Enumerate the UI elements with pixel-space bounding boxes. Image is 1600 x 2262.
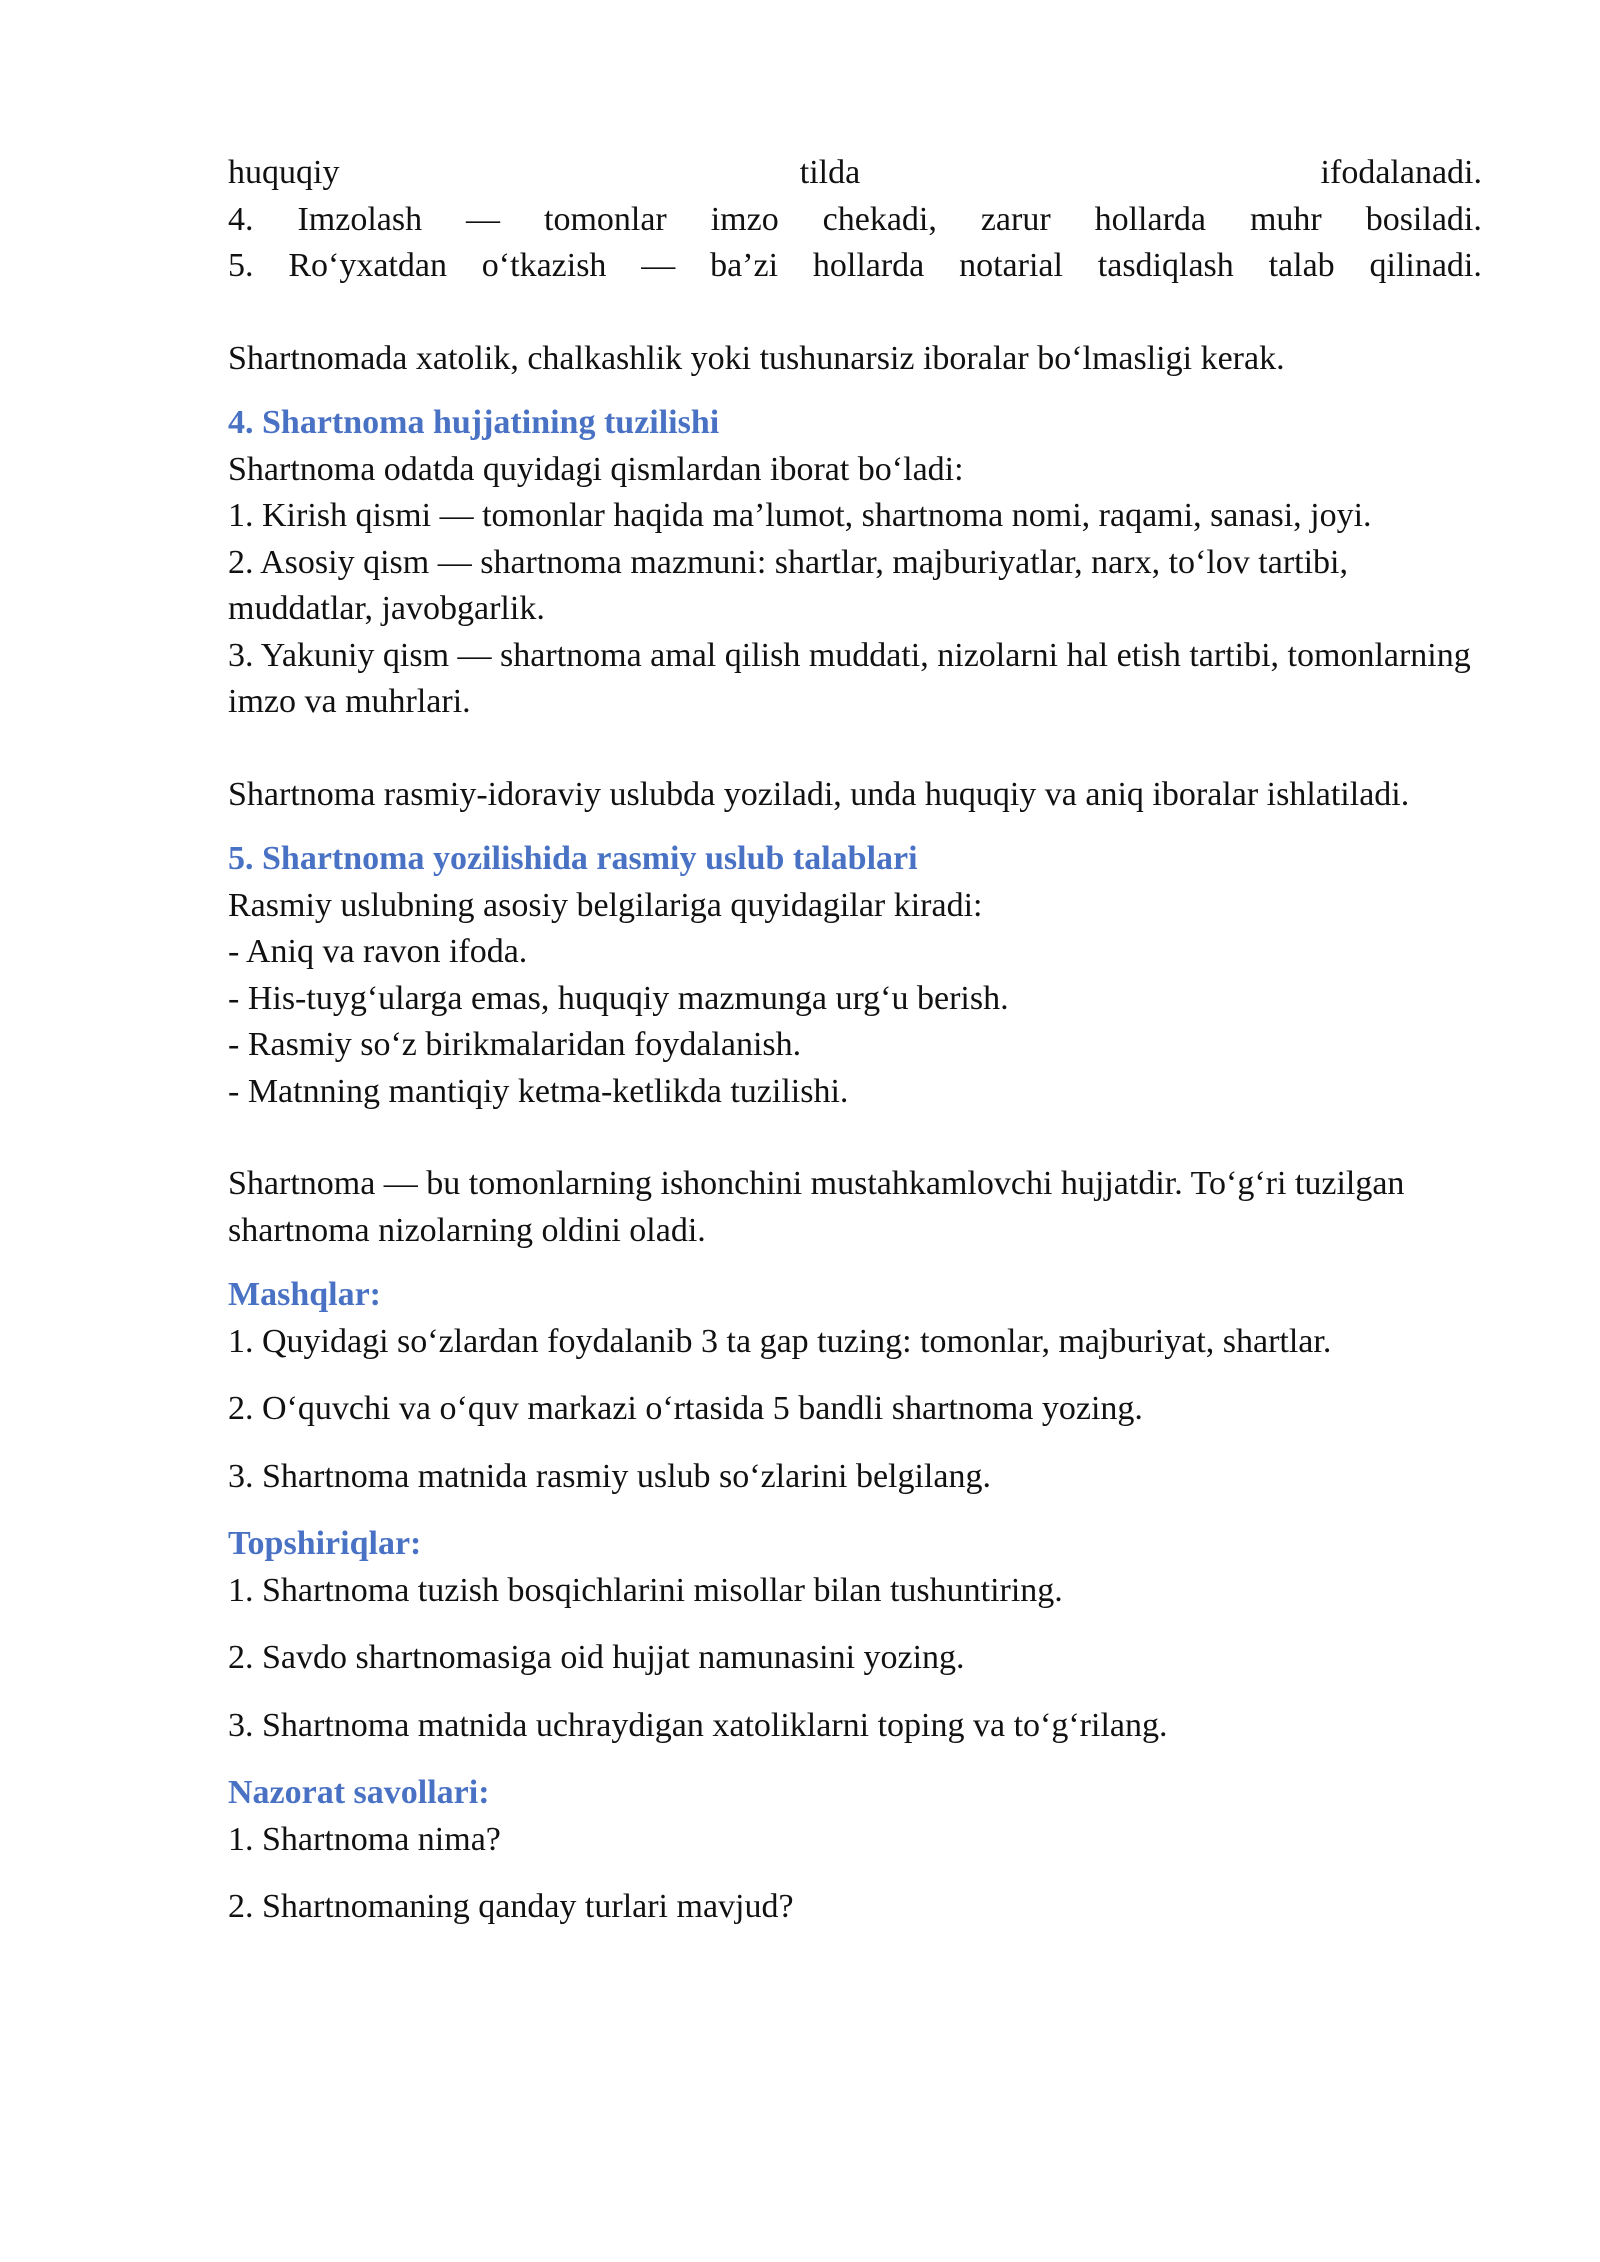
- section-5-item: - Aniq va ravon ifoda.: [228, 933, 528, 970]
- word: zarur: [980, 200, 1051, 238]
- justified-line-2: [228, 197, 1482, 244]
- section-4-heading: 4. Shartnoma hujjatining tuzilishi: [228, 404, 720, 441]
- word: bosiladi.: [1365, 200, 1482, 238]
- tasks-heading: Topshiriqlar:: [228, 1525, 422, 1562]
- task-item: 3. Shartnoma matnida uchraydigan xatoliklarni toping va to‘g‘rilang.: [228, 1706, 1168, 1744]
- word: hollarda: [812, 247, 925, 284]
- section-5-note: Shartnoma — bu tomonlarning ishonchini mustahkamlovchi hujjatdir. To‘g‘ri tuzilgan shartnoma nizolarning oldini oladi.: [228, 1165, 1405, 1249]
- exercise-item: 3. Shartnoma matnida rasmiy uslub so‘zlarini belgilang.: [228, 1457, 991, 1495]
- word: Ro‘yxatdan: [288, 247, 447, 284]
- section-5-heading: 5. Shartnoma yozilishida rasmiy uslub talablari: [228, 840, 918, 877]
- section-4-intro: Shartnoma odatda quyidagi qismlardan iborat bo‘ladi:: [228, 450, 964, 488]
- word: muhr: [1249, 200, 1322, 238]
- paragraph-errors-note: Shartnomada xatolik, chalkashlik yoki tushunarsiz iboralar bo‘lmasligi kerak.: [228, 339, 1285, 377]
- page-content: [228, 150, 1482, 1952]
- section-4-item: 3. Yakuniy qism — shartnoma amal qilish muddati, nizolarni hal etish tartibi, tomonlarning imzo va muhrlari.: [228, 636, 1471, 720]
- control-question-item: 2. Shartnomaning qanday turlari mavjud?: [228, 1888, 794, 1925]
- word: 5.: [228, 247, 254, 284]
- section-4-note: Shartnoma rasmiy-idoraviy uslubda yoziladi, unda huquqiy va aniq iboralar ishlatiladi.: [228, 775, 1410, 813]
- task-item: 1. Shartnoma tuzish bosqichlarini misollar bilan tushuntiring.: [228, 1571, 1063, 1609]
- word: o‘tkazish: [481, 247, 607, 284]
- word: imzo: [710, 200, 779, 238]
- word: notarial: [959, 247, 1063, 284]
- blank-line: [228, 726, 1482, 772]
- justified-line-1: [228, 150, 1482, 197]
- word: ba’zi: [710, 247, 779, 284]
- word: —: [641, 247, 676, 284]
- word: ifodalanadi.: [1320, 154, 1482, 191]
- word: Imzolash: [297, 200, 423, 238]
- word: tilda: [799, 154, 861, 191]
- control-question-item: 1. Shartnoma nima?: [228, 1820, 501, 1858]
- word: huquqiy: [228, 154, 340, 191]
- exercise-item: 2. O‘quvchi va o‘quv markazi o‘rtasida 5 bandli shartnoma yozing.: [228, 1390, 1143, 1427]
- section-5-item: - His-tuyg‘ularga emas, huquqiy mazmunga urg‘u berish.: [228, 979, 1009, 1017]
- section-5-item: - Matnning mantiqiy ketma-ketlikda tuzilishi.: [228, 1072, 849, 1110]
- word: chekadi,: [822, 200, 937, 238]
- section-5-item: - Rasmiy so‘z birikmalaridan foydalanish.: [228, 1026, 802, 1063]
- word: tasdiqlash: [1097, 247, 1234, 284]
- word: hollarda: [1094, 200, 1207, 238]
- word: tomonlar: [544, 200, 667, 238]
- exercises-heading: Mashqlar:: [228, 1276, 381, 1313]
- section-5-intro: Rasmiy uslubning asosiy belgilariga quyidagilar kiradi:: [228, 886, 983, 924]
- word: qilinadi.: [1369, 247, 1482, 284]
- section-4-item: 2. Asosiy qism — shartnoma mazmuni: shartlar, majburiyatlar, narx, to‘lov tartibi, muddatlar, javobgarlik.: [228, 543, 1349, 627]
- exercise-item: 1. Quyidagi so‘zlardan foydalanib 3 ta gap tuzing: tomonlar, majburiyat, shartlar.: [228, 1322, 1332, 1360]
- blank-line: [228, 1115, 1482, 1161]
- word: 4.: [228, 200, 254, 238]
- blank-line: [228, 290, 1482, 336]
- word: —: [466, 200, 501, 238]
- control-questions-heading: Nazorat savollari:: [228, 1774, 490, 1811]
- word: talab: [1268, 247, 1335, 284]
- justified-line-3: [228, 243, 1482, 290]
- task-item: 2. Savdo shartnomasiga oid hujjat namunasini yozing.: [228, 1639, 965, 1676]
- section-4-item: 1. Kirish qismi — tomonlar haqida ma’lumot, shartnoma nomi, raqami, sanasi, joyi.: [228, 497, 1372, 534]
